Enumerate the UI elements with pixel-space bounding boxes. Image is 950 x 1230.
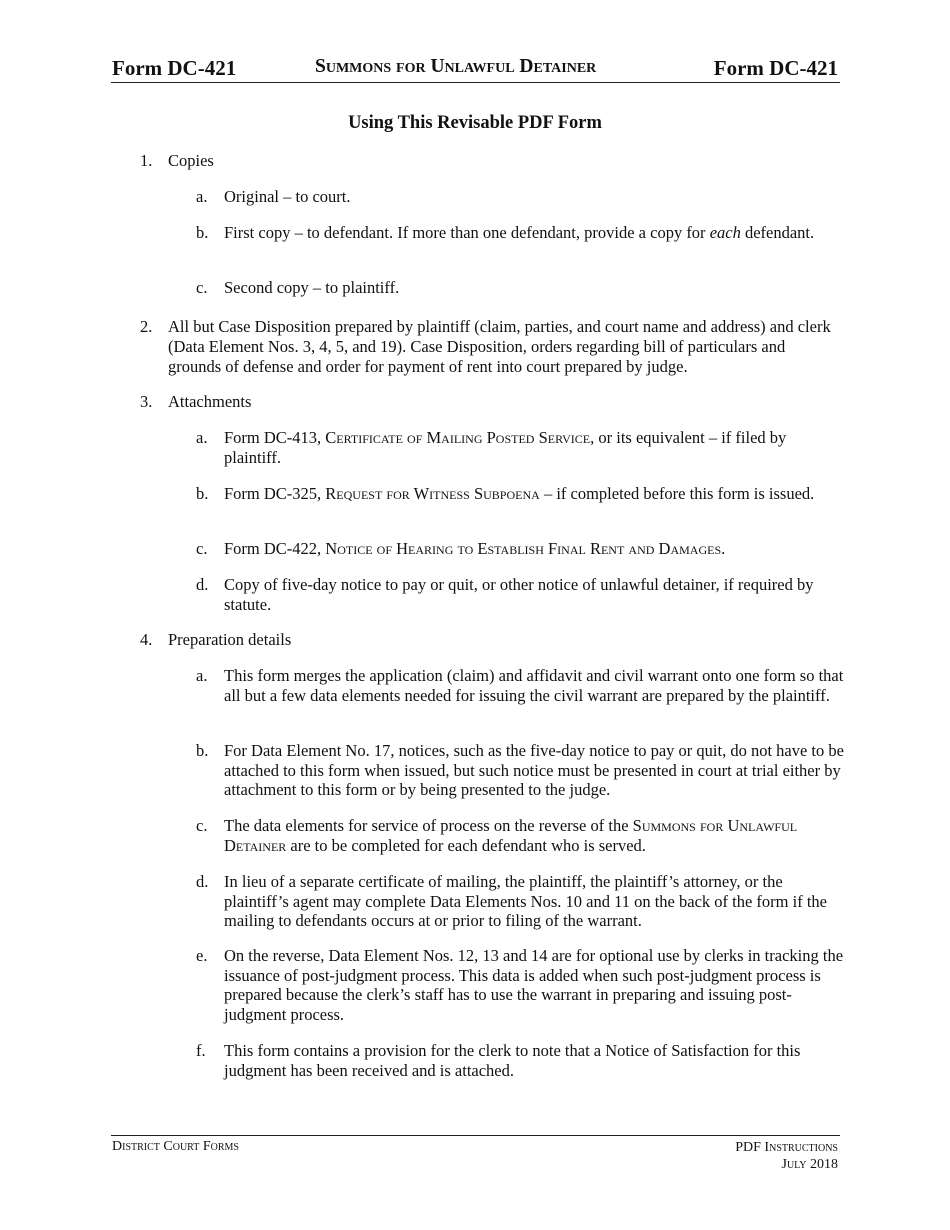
- page-header: [111, 56, 840, 83]
- item-3d-text: Copy of five-day notice to pay or quit, or other notice of unlawful detainer, if required by statute.: [224, 575, 814, 614]
- section-4-label: Preparation details: [168, 630, 292, 649]
- item-3c-text: Form DC-422, Notice of Hearing to Establish Final Rent and Damages.: [224, 539, 726, 558]
- section-1-number: 1.: [140, 151, 153, 170]
- item-4f-letter: f.: [196, 1041, 206, 1060]
- item-1a-text: Original – to court.: [224, 187, 351, 206]
- footer-left: District Court Forms: [112, 1139, 239, 1154]
- footer-right-line-1: PDF Instructions: [735, 1140, 838, 1155]
- footer-right-line-2: July 2018: [781, 1157, 838, 1172]
- item-3b-text: Form DC-325, Request for Witness Subpoena – if completed before this form is issued.: [224, 484, 815, 503]
- item-3d-letter: d.: [196, 575, 209, 594]
- item-4d-letter: d.: [196, 872, 209, 891]
- emphasis-each: each: [709, 223, 741, 242]
- item-4e-letter: e.: [196, 946, 208, 965]
- item-1a-letter: a.: [196, 187, 208, 206]
- header-form-title: Summons for Unlawful Detainer: [315, 56, 597, 77]
- section-2-number: 2.: [140, 317, 153, 336]
- item-3a-text: Form DC-413, Certificate of Mailing Posted Service, or its equivalent – if filed by plaintiff.: [224, 428, 787, 467]
- item-4b-text: For Data Element No. 17, notices, such as the five-day notice to pay or quit, do not have to be attached to this form when issued, but such notice must be presented in court at trial either by attachment to this form or by being presented to the judge.: [224, 741, 844, 800]
- item-3b-letter: b.: [196, 484, 209, 503]
- item-3a-letter: a.: [196, 428, 208, 447]
- section-2-text: All but Case Disposition prepared by plaintiff (claim, parties, and court name and address) and clerk (Data Element Nos. 3, 4, 5, and 19). Case Disposition, orders regarding bill of particulars and grounds of defense and order for payment of rent into court prepared by judge.: [168, 317, 831, 376]
- item-4f-text: This form contains a provision for the clerk to note that a Notice of Satisfaction for this judgment has been received and is attached.: [224, 1041, 801, 1080]
- header-form-number-right: Form DC-421: [713, 56, 838, 80]
- section-4-number: 4.: [140, 630, 153, 649]
- section-3-label: Attachments: [168, 392, 252, 411]
- item-4e-text: On the reverse, Data Element Nos. 12, 13 and 14 are for optional use by clerks in tracking the issuance of post-judgment process. This data is added when such post-judgment process is prepared because the clerk’s staff has to use the warrant in preparing and issuing post-judgment process.: [224, 946, 844, 1024]
- item-1c-text: Second copy – to plaintiff.: [224, 278, 400, 297]
- item-4d-text: In lieu of a separate certificate of mailing, the plaintiff, the plaintiff’s attorney, or the plaintiff’s agent may complete Data Elements Nos. 10 and 11 on the back of the form if the mailing to defendants occurs at or prior to filing of the warrant.: [224, 872, 827, 931]
- item-4a-text: This form merges the application (claim) and affidavit and civil warrant onto one form so that all but a few data elements needed for issuing the civil warrant are prepared by the plaintiff.: [224, 666, 844, 705]
- section-3-number: 3.: [140, 392, 153, 411]
- page-footer: [111, 1135, 840, 1172]
- section-1-label: Copies: [168, 151, 214, 170]
- item-1b-text: First copy – to defendant. If more than one defendant, provide a copy for each defendant.: [224, 223, 815, 242]
- item-4b-letter: b.: [196, 741, 209, 760]
- item-3c-letter: c.: [196, 539, 208, 558]
- page-title: Using This Revisable PDF Form: [348, 113, 602, 133]
- item-4a-letter: a.: [196, 666, 208, 685]
- item-4c-letter: c.: [196, 816, 208, 835]
- header-form-number-left: Form DC-421: [112, 56, 237, 80]
- item-1c-letter: c.: [196, 278, 208, 297]
- item-1b-letter: b.: [196, 223, 209, 242]
- item-4c-text: The data elements for service of process on the reverse of the Summons for Unlawful Detainer are to be completed for each defendant who is served.: [224, 816, 798, 855]
- footer-right: [735, 1139, 838, 1173]
